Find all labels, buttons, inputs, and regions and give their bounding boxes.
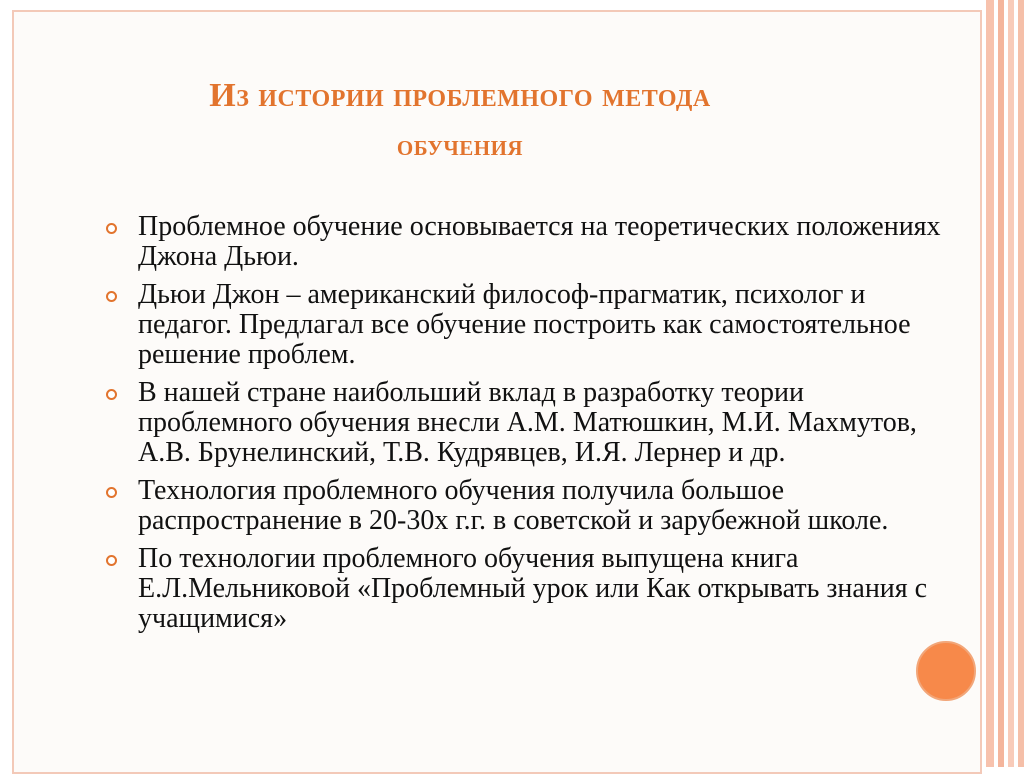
bullet-item — [104, 544, 964, 634]
bullet-item — [104, 280, 964, 370]
bullet-text: Дьюи Джон – американский философ-прагматик, психолог и педагог. Предлагал все обучение построить как самостоятельное решение проблем. — [138, 279, 911, 370]
bullet-text: По технологии проблемного обучения выпущена книга Е.Л.Мельниковой «Проблемный урок или Как открывать знания с учащимися» — [138, 543, 928, 634]
circle-bullet-icon — [106, 291, 117, 302]
bullet-list — [104, 212, 964, 642]
bullet-item — [104, 378, 964, 468]
bullet-item — [104, 476, 964, 536]
slide-title — [0, 70, 980, 169]
circle-bullet-icon — [106, 389, 117, 400]
circle-bullet-icon — [106, 487, 117, 498]
bullet-item — [104, 212, 964, 272]
bullet-text: Проблемное обучение основывается на теоретических положениях Джона Дьюи. — [138, 211, 941, 272]
bullet-text: Технология проблемного обучения получила большое распространение в 20-30х г.г. в советской и зарубежной школе. — [138, 475, 889, 536]
circle-bullet-icon — [106, 223, 117, 234]
circle-bullet-icon — [106, 555, 117, 566]
orange-circle-icon — [916, 641, 976, 701]
decorative-stripes — [982, 0, 1024, 767]
title-line-2: обучения — [396, 128, 524, 162]
bullet-text: В нашей стране наибольший вклад в разработку теории проблемного обучения внесли А.М. Матюшкин, М.И. Махмутов, А.В. Брунелинский, Т.В. Кудрявцев, И.Я. Лернер и др. — [138, 377, 917, 468]
title-line-1: Из истории проблемного метода — [209, 77, 711, 114]
